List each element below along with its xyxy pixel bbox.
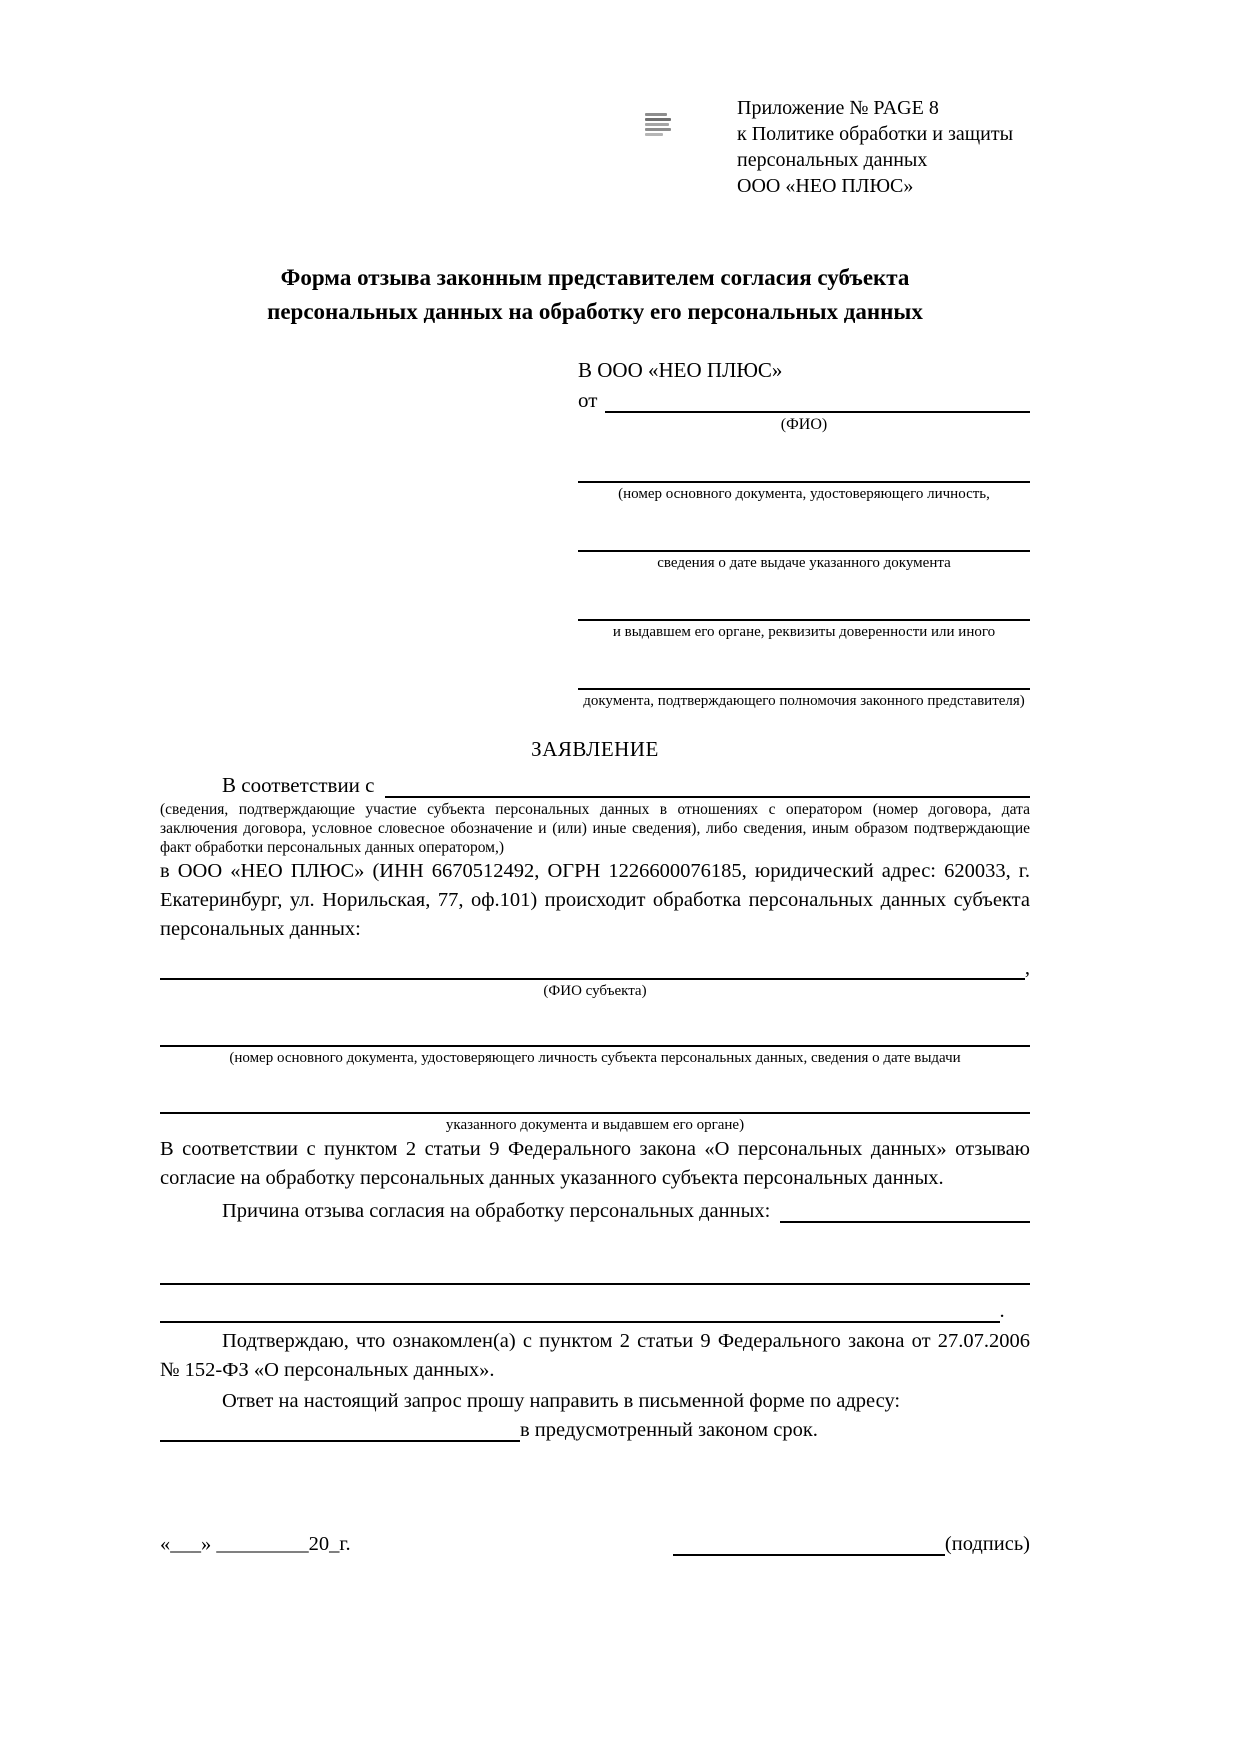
appendix-number-line: Приложение № PAGE 8 — [737, 97, 939, 119]
representative-authority-caption: документа, подтверждающего полномочия законного представителя) — [583, 693, 1025, 709]
text-lines-icon — [645, 113, 671, 135]
fill-in-line — [385, 770, 1031, 798]
fill-in-line — [160, 1416, 520, 1442]
addressee-block — [578, 355, 1030, 711]
accordance-prefix: В соответствии с — [222, 773, 375, 797]
from-row — [578, 385, 1030, 413]
date-blank: «___» _________20_г. — [160, 1533, 351, 1555]
title-line-2: персональных данных на обработку его персональных данных — [267, 299, 923, 324]
issuing-authority-caption: и выдавшем его органе, реквизиты доверенности или иного — [612, 624, 996, 640]
appendix-header — [737, 95, 1030, 199]
reply-line-1: Ответ на настоящий запрос прошу направить в письменной форме по адресу: — [222, 1390, 901, 1412]
fill-in-line — [578, 459, 1030, 483]
issue-date-caption: сведения о дате выдаче указанного документа — [657, 555, 951, 571]
issuing-authority-group — [578, 597, 1030, 642]
subject-fio-caption: (ФИО субъекта) — [543, 983, 647, 999]
signature-area — [673, 1530, 1030, 1556]
doc-number-group — [578, 459, 1030, 504]
fill-in-line — [160, 1021, 1030, 1047]
company-name: ООО «НЕО ПЛЮС» — [737, 175, 914, 197]
from-label: от — [578, 388, 598, 412]
fio-caption: (ФИО) — [780, 416, 828, 433]
reason-row — [160, 1195, 1030, 1223]
title-line-1: Форма отзыва законным представителем согласия субъекта — [280, 265, 910, 290]
relation-evidence-note: (сведения, подтверждающие участие субъекта персональных данных в отношениях с оператором (номер договора, дата заключения договора, условное словесное обозначение и (или) иные сведения), либо сведения, иным образом подтверждающие факт обработки персональных данных оператором,) — [160, 801, 1030, 856]
document-title — [160, 261, 1030, 329]
subject-doc-caption-2: указанного документа и выдавшем его органе) — [445, 1117, 745, 1133]
issue-date-group — [578, 528, 1030, 573]
subject-fio-row — [160, 954, 1030, 980]
fill-in-line — [578, 528, 1030, 552]
subject-doc-row-2 — [160, 1088, 1030, 1114]
fill-in-line — [578, 597, 1030, 621]
reason-blank-row-2 — [160, 1297, 1030, 1323]
accordance-row — [160, 770, 1030, 798]
representative-authority-group — [578, 666, 1030, 711]
subject-doc-row — [160, 1021, 1030, 1047]
fill-in-line — [605, 385, 1030, 413]
trailing-period: . — [999, 1300, 1005, 1322]
doc-number-caption: (номер основного документа, удостоверяющего личность, — [618, 486, 990, 502]
fill-in-line — [780, 1195, 1030, 1223]
policy-line-2: персональных данных — [737, 149, 928, 171]
signature-caption: (подпись) — [944, 1533, 1030, 1555]
reply-suffix: в предусмотренный законом срок. — [520, 1419, 818, 1441]
date-signature-row — [160, 1530, 1030, 1556]
reply-line-2 — [160, 1416, 1030, 1442]
reason-label: Причина отзыва согласия на обработку персональных данных: — [222, 1200, 771, 1222]
signature-line — [673, 1530, 945, 1556]
fill-in-line — [160, 1259, 1030, 1285]
reason-blank-row-1 — [160, 1259, 1030, 1285]
confirm-paragraph: Подтверждаю, что ознакомлен(а) с пунктом 2 статьи 9 Федерального закона от 27.07.2006 № 152-ФЗ «О персональных данных». — [160, 1330, 1030, 1381]
fill-in-line — [160, 1088, 1030, 1114]
addressee-to: В ООО «НЕО ПЛЮС» — [578, 358, 783, 382]
trailing-comma: , — [1024, 957, 1030, 979]
fill-in-line — [578, 666, 1030, 690]
fill-in-line — [160, 1297, 1000, 1323]
operator-paragraph: в ООО «НЕО ПЛЮС» (ИНН 6670512492, ОГРН 1226600076185, юридический адрес: 620033, г. Екатеринбург, ул. Норильская, 77, оф.101) происходит обработка персональных данных субъекта персональных данных: — [160, 860, 1030, 940]
fill-in-line — [160, 954, 1025, 980]
policy-line-1: к Политике обработки и защиты — [737, 123, 1014, 145]
withdraw-paragraph: В соответствии с пунктом 2 статьи 9 Федерального закона «О персональных данных» отзываю согласие на обработку персональных данных указанного субъекта персональных данных. — [160, 1138, 1030, 1189]
subject-doc-caption-1: (номер основного документа, удостоверяющего личность субъекта персональных данных, сведения о дате выдачи — [229, 1050, 961, 1066]
statement-heading: ЗАЯВЛЕНИЕ — [531, 737, 659, 761]
